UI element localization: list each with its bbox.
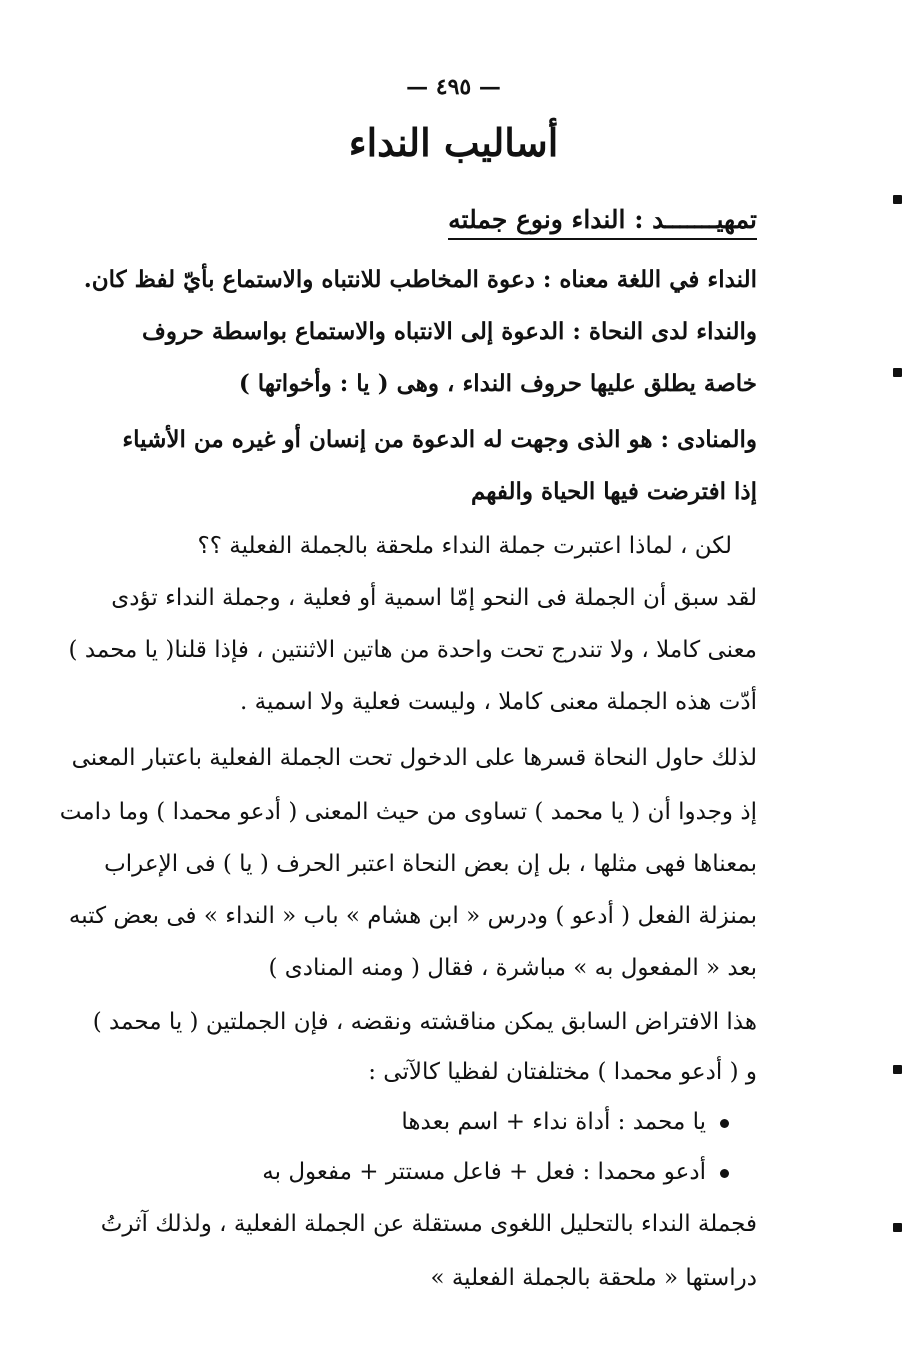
page-title: أساليب النداء [348,120,559,165]
paragraph-line: لذلك حاول النحاة قسرها على الدخول تحت الجملة الفعلية باعتبار المعنى [71,745,757,771]
bullet-dot-icon [720,1119,729,1128]
margin-mark [893,1223,902,1232]
margin-mark [893,195,902,204]
paragraph-line: هذا الافتراض السابق يمكن مناقشته ونقضه ، فإن الجملتين ( يا محمد ) [92,1009,757,1035]
paragraph-line: معنى كاملا ، ولا تندرج تحت واحدة من هاتين الاثنتين ، فإذا قلنا( يا محمد ) [68,637,757,663]
paragraph-line: بعد « المفعول به » مباشرة ، فقال ( ومنه المنادى ) [268,955,757,981]
paragraph-line: و ( أدعو محمدا ) مختلفتان لفظيا كالآتى : [368,1059,757,1085]
bullet-item [401,1096,729,1148]
paragraph-line: دراستها « ملحقة بالجملة الفعلية » [430,1265,757,1291]
bullet-item [262,1146,729,1198]
margin-mark [893,1065,902,1074]
margin-mark [893,368,902,377]
paragraph-line: فجملة النداء بالتحليل اللغوى مستقلة عن الجملة الفعلية ، ولذلك آثرتُ [100,1211,757,1237]
section-heading: تمهيـــــــد : النداء ونوع جملته [448,205,757,240]
bullet-text: يا محمد : أداة نداء + اسم بعدها [401,1109,706,1135]
page-number: — ٤٩٥ — [406,74,501,100]
paragraph-line: بمنزلة الفعل ( أدعو ) ودرس « ابن هشام » باب « النداء » فى بعض كتبه [68,903,757,929]
paragraph-line: خاصة يطلق عليها حروف النداء ، وهى ( يا : وأخواتها ) [238,370,757,397]
paragraph-line: النداء في اللغة معناه : دعوة المخاطب للانتباه والاستماع بأيّ لفظ كان. [83,266,757,293]
paragraph-line: والنداء لدى النحاة : الدعوة إلى الانتباه والاستماع بواسطة حروف [141,318,757,345]
paragraph-line: إذا افترضت فيها الحياة والفهم [470,478,757,505]
paragraph-line: إذ وجدوا أن ( يا محمد ) تساوى من حيث المعنى ( أدعو محمدا ) وما دامت [59,799,757,825]
bullet-text: أدعو محمدا : فعل + فاعل مستتر + مفعول به [262,1159,706,1185]
paragraph-line: لقد سبق أن الجملة فى النحو إمّا اسمية أو فعلية ، وجملة النداء تؤدى [111,585,757,611]
paragraph-line: لكن ، لماذا اعتبرت جملة النداء ملحقة بالجملة الفعلية ؟؟ [197,533,732,559]
bullet-dot-icon [720,1169,729,1178]
paragraph-line: والمنادى : هو الذى وجهت له الدعوة من إنسان أو غيره من الأشياء [122,426,757,453]
paragraph-line: بمعناها فهى مثلها ، بل إن بعض النحاة اعتبر الحرف ( يا ) فى الإعراب [104,851,757,877]
paragraph-line: أدّت هذه الجملة معنى كاملا ، وليست فعلية ولا اسمية . [240,689,757,715]
